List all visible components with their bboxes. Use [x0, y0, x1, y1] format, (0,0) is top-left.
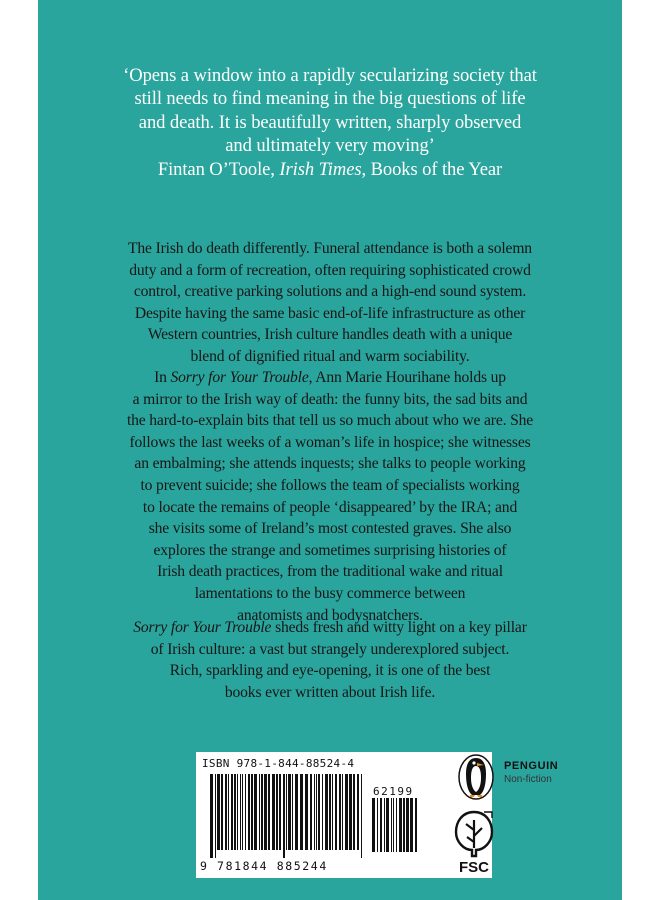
barcode-bar [393, 798, 394, 852]
barcode-panel [196, 752, 492, 878]
barcode-bar [254, 774, 257, 850]
barcode-bar [283, 774, 285, 858]
barcode-bar [234, 774, 236, 850]
blurb-line: an embalming; she attends inquests; she talks to people working [134, 455, 526, 473]
barcode-bar [295, 774, 298, 850]
barcode-bar [292, 774, 293, 850]
barcode-bar [386, 798, 389, 852]
blurb-line: The Irish do death differently. Funeral attendance is both a solemn [128, 240, 532, 257]
blurb-line: duty and a form of recreation, often requiring sophisticated crowd [129, 261, 531, 279]
barcode-bar [259, 774, 260, 850]
barcode-bar [288, 774, 291, 850]
blurb-line-suffix: , Ann Marie Hourihane holds up [308, 369, 506, 386]
barcode-bar [384, 798, 385, 852]
barcode-bar [380, 798, 382, 852]
barcode-bar [286, 774, 287, 850]
barcode-bar [248, 774, 250, 850]
barcode-bar [335, 774, 337, 850]
barcode-bar [276, 774, 278, 850]
quote-line: still needs to find meaning in the big questions of life [134, 88, 526, 110]
barcode-bar [237, 774, 238, 850]
barcode-bar [279, 774, 281, 850]
barcode-bar [342, 774, 343, 850]
barcode-bar [391, 798, 392, 852]
barcode-bar [329, 774, 331, 850]
barcode-bar [399, 798, 402, 852]
book-category: Non-fiction [504, 774, 552, 785]
barcode-bar [251, 774, 253, 850]
quote-line: and death. It is beautifully written, sharply observed [138, 111, 522, 133]
barcode-bar [245, 774, 246, 850]
blurb-line: to prevent suicide; she follows the team of specialists working [140, 476, 520, 494]
barcode-bar [310, 774, 312, 850]
barcode-bar [225, 774, 227, 850]
publisher-name: PENGUIN [504, 760, 559, 772]
blurb-line [38, 617, 622, 639]
quote-line: ‘Opens a window into a rapidly secularizing society that [123, 65, 537, 86]
attribution-suffix: , Books of the Year [361, 158, 503, 180]
book-title: Sorry for Your Trouble [133, 619, 272, 636]
blurb-line [38, 367, 622, 389]
blurb-line: Western countries, Irish culture handles death with a unique [147, 326, 513, 344]
blurb-line: the hard-to-explain bits that tell us so much about who we are. She [126, 412, 534, 430]
barcode-bar [339, 774, 341, 850]
blurb-line: she visits some of Ireland’s most contested graves. She also [148, 520, 512, 538]
barcode-bar [406, 798, 409, 852]
barcode-bar [332, 774, 333, 850]
fsc-label: FSC [459, 859, 489, 876]
blurb-line: blend of dignified ritual and warm sociability. [190, 347, 470, 365]
blurb-line: follows the last weeks of a woman’s life in hospice; she witnesses [129, 433, 531, 451]
blurb-line: of Irish culture: a vast but strangely underexplored subject. [150, 640, 510, 658]
barcode-bar [361, 774, 362, 858]
blurb-line: Rich, sparkling and eye-opening, it is one of the best [169, 662, 491, 680]
barcode-bar [357, 774, 359, 850]
barcode-bar [217, 774, 220, 850]
blurb-line-prefix: In [154, 369, 171, 386]
barcode-bar [372, 798, 375, 852]
barcode-bar [322, 774, 323, 850]
barcode-bar [231, 774, 233, 850]
blurb-line: lamentations to the busy commerce between [194, 584, 466, 602]
barcode-bar [215, 774, 216, 858]
quote-line: and ultimately very moving’ [225, 135, 435, 157]
addon-barcode-icon [372, 798, 422, 866]
publisher-brand [504, 760, 558, 785]
blurb-line: explores the strange and sometimes surprising histories of [153, 541, 507, 559]
barcode-bar [325, 774, 328, 850]
barcode-bar [377, 798, 378, 852]
ean-digits: 9 781844 885244 [200, 859, 328, 873]
penguin-logo-icon [458, 752, 494, 800]
barcode-bar [228, 774, 229, 850]
review-quote [38, 64, 622, 181]
attribution-publication: Irish Times [279, 158, 362, 180]
barcode-bar [221, 774, 223, 850]
barcode-bar [242, 774, 243, 850]
barcode-bar [210, 774, 213, 858]
barcode-bar [316, 774, 317, 850]
blurb-line-suffix: sheds fresh and witty light on a key pillar [271, 619, 527, 636]
barcode-bar [272, 774, 275, 850]
blurb-line: Despite having the same basic end-of-life infrastructure as other [134, 304, 526, 322]
blurb-line: a mirror to the Irish way of death: the funny bits, the sad bits and [132, 390, 528, 408]
barcode-bar [349, 774, 352, 850]
price-code: 62199 [373, 785, 414, 798]
barcode-bar [345, 774, 348, 850]
barcode-bar [264, 774, 267, 850]
barcode-bar [415, 798, 417, 852]
attribution-name: Fintan O’Toole, [157, 158, 280, 180]
blurb-line: control, creative parking solutions and a high-end sound system. [133, 283, 527, 301]
quote-attribution [38, 158, 622, 181]
blurb-line: Irish death practices, from the traditional wake and ritual [157, 563, 503, 581]
back-cover [38, 0, 622, 900]
blurb-paragraph-3 [38, 617, 622, 703]
barcode-bar [268, 774, 270, 850]
book-title: Sorry for Your Trouble [170, 369, 309, 386]
barcode-bar [403, 798, 405, 852]
fsc-tree-icon [450, 808, 498, 876]
barcode-bar [300, 774, 303, 850]
barcode-bar [410, 798, 413, 852]
blurb-paragraph-1 [38, 238, 622, 368]
barcode-bar [318, 774, 320, 850]
barcode-bar [240, 774, 241, 850]
isbn-label: ISBN 978-1-844-88524-4 [202, 757, 355, 770]
barcode-bar [305, 774, 308, 850]
barcode-bar [396, 798, 397, 852]
barcode-bar [353, 774, 355, 850]
barcode-icon [210, 774, 368, 866]
blurb-line: to locate the remains of people ‘disappeared’ by the IRA; and [142, 498, 518, 516]
blurb-line: anatomists and bodysnatchers. [237, 606, 423, 624]
barcode-bar [261, 774, 263, 850]
blurb-line: books ever written about Irish life. [224, 683, 436, 701]
barcode-bar [314, 774, 315, 850]
blurb-paragraph-2 [38, 367, 622, 626]
